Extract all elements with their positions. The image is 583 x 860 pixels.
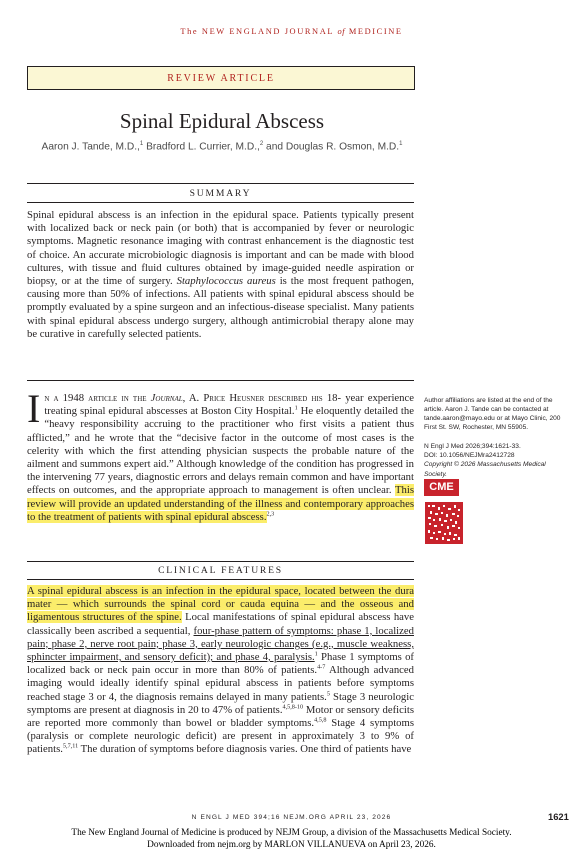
author-name: and Douglas R. Osmon, M.D. [263, 141, 400, 153]
journal-masthead: The NEW ENGLAND JOURNAL of MEDICINE [180, 27, 403, 36]
reference-marker[interactable]: 2,3 [266, 510, 275, 518]
page-number: 1621 [548, 811, 569, 822]
doi: DOI: 10.1056/NEJMra2412728 [424, 452, 515, 460]
cme-badge[interactable]: CME [424, 479, 459, 496]
affiliation-marker: 1 [139, 141, 144, 147]
affiliation-marker: 2 [259, 141, 264, 147]
article-title: Spinal Epidural Abscess [119, 109, 325, 133]
highlighted-text: This review will provide an updated understanding of the illness and contemporary approaches to the treatment of patients with spinal epidural abscess. [27, 484, 414, 523]
publisher-notice: The New England Journal of Medicine is produced by NEJM Group, a division of the Massachusetts Medical Society. [71, 828, 512, 838]
author-line [27, 141, 417, 152]
author-affiliations-note: Author affiliations are listed at the end of the article. Aaron J. Tande can be contacted at tande.aaron@mayo.edu or at Mayo Clinic, 200 First St. SW, Rochester, MN 55905. [424, 397, 561, 432]
reference-marker[interactable]: 5,7,11 [62, 742, 79, 750]
highlighted-text: A spinal epidural abscess is an infection in the epidural space, located between the dura mater — which surrounds the spinal cord or cauda equina — and the osseous and ligamentous structures of the spine. [27, 585, 414, 624]
summary-top-rule [27, 183, 414, 184]
copyright: Copyright © 2026 Massachusetts Medical Society. [424, 461, 546, 478]
summary-end-rule [27, 380, 414, 381]
reference-marker[interactable]: 4,5,8-10 [282, 703, 304, 711]
article-type-banner [27, 66, 415, 90]
clinical-features-heading: CLINICAL FEATURES [158, 565, 283, 576]
qr-code-icon[interactable] [425, 502, 463, 544]
author-name: Aaron J. Tande, M.D., [41, 141, 140, 153]
affiliation-marker: 1 [399, 141, 403, 147]
running-footer: N ENGL J MED 394;16 NEJM.ORG APRIL 23, 2026 [191, 814, 392, 821]
download-notice: Downloaded from nejm.org by MARLON VILLANUEVA on April 23, 2026. [147, 840, 436, 850]
reference-marker[interactable]: 1 [314, 650, 318, 658]
author-name: Bradford L. Currier, M.D., [143, 141, 260, 153]
article-type-label: REVIEW ARTICLE [167, 73, 275, 84]
summary-heading: SUMMARY [189, 188, 252, 199]
clinical-features-text: A spinal epidural abscess is an infection in the epidural space, located between the dura mater — which surrounds the spinal cord or cauda equina — and the osseous and ligamentous structures of the spine. Local manifestations of spinal epidural abscess have classically been ascribed a sequential, four-phase pattern of symptoms: phase 1, localized pain; phase 2, nerve root pain; phase 3, early neurologic changes (e.g., muscle weakness, sphincter impairment, and sensory deficit); and phase 4, paralysis.$^1$ Phase 1 symptoms of localized back or neck pain occur in more than 80% of patients.$^{4-7}$ Although advanced imaging would ideally identify spinal epidural abscess in patients before symptoms reached stage 3 or 4, the diagnosis remains delayed in many patients.$^5$ Stage 3 neurologic symptoms are present at diagnosis in 20 to 47% of patients.$^{4,5,8-10}$ Motor or sensory deficits are reported more commonly than bowel or bladder symptoms.$^{4,5,8}$ Stage 4 symptoms (paralysis or complete neurologic deficit) are present in approximately 3 to 9% of patients.$^{5,7,11}$ The duration of symptoms before diagnosis varies. One third of patients have [27, 585, 414, 756]
citation-block [424, 442, 570, 479]
clinical-features-top-rule [27, 561, 414, 562]
drop-cap: I [27, 386, 41, 431]
reference-marker[interactable]: 1 [294, 404, 298, 412]
citation: N Engl J Med 2026;394:1621-33. [424, 443, 521, 450]
summary-bottom-rule [27, 202, 414, 203]
reference-marker[interactable]: 5 [326, 690, 330, 698]
clinical-features-bottom-rule [27, 579, 414, 580]
introduction-text: In a 1948 article in the Journal, A. Price Heusner described his 18- year experience treating spinal epidural abscesses at Boston City Hospital.$^1$ He eloquently detailed the “heavy responsibility accruing to the practitioner who first visits a patient thus afflicted,” and he wrote that the “decisive factor in the outcome of most cases is the celerity with which the first attending physician suspects the probable nature of the ailment and summons expert aid.” Although knowledge of the condition has progressed in the intervening 77 years, diagnostic errors and delays remain common and have important effects on outcomes, and the appropriate approach to management is often unclear. This review will provide an updated understanding of the illness and contemporary approaches to the treatment of patients with spinal epidural abscess.$^{2,3}$ [27, 386, 414, 523]
summary-text: Spinal epidural abscess is an infection in the epidural space. Patients typically present with localized back or neck pain (or both) that is accompanied by fever or neurologic symptoms. Magnetic resonance imaging with contrast enhancement is the diagnostic test of choice. An accurate microbiologic diagnosis is important and can be made with blood cultures, with tissue and fluid cultures obtained by image-guided needle aspiration or biopsy, or at the time of surgery. Staphylococcus aureus is the most frequent pathogen, causing more than 50% of infections. All patients with spinal epidural abscess should be promptly evaluated by a spine surgeon and an infectious-disease specialist. Many patients with spinal epidural abscess undergo surgery, although antimicrobial therapy alone may be curative in carefully selected patients. [27, 209, 414, 340]
reference-marker[interactable]: 4,5,8 [314, 716, 327, 724]
reference-marker[interactable]: 4-7 [317, 663, 326, 671]
underlined-text: four-phase pattern of symptoms: phase 1, localized pain; phase 2, nerve root pain; phase 3, early neurologic changes (e.g., muscle weakness, sphincter impairment, and sensory deficit); and phase 4, paralysis. [27, 624, 414, 664]
